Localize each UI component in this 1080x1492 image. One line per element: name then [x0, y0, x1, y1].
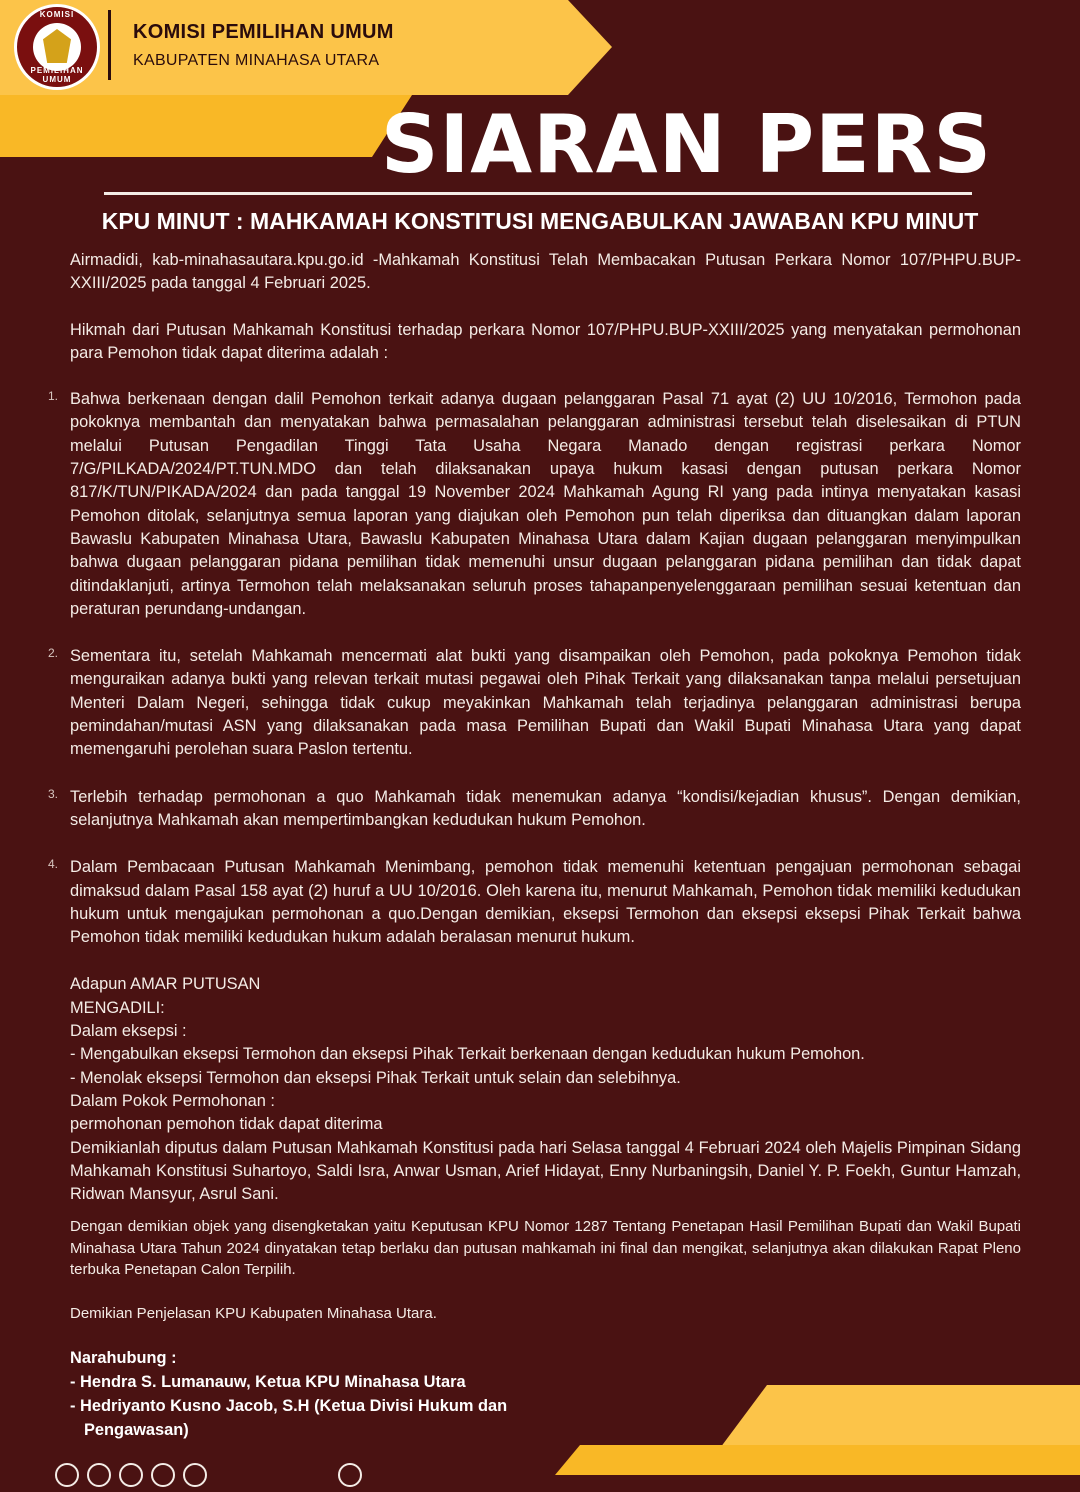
- tiktok-icon[interactable]: [183, 1463, 207, 1487]
- logo-text-top: KOMISI: [39, 10, 75, 19]
- list-text: Terlebih terhadap permohonan a quo Mahkamah tidak menemukan adanya “kondisi/kejadian khusus”. Dengan demikian, selanjutnya Mahkamah akan mempertimbangkan kedudukan hukum Pemohon.: [70, 787, 1021, 829]
- list-number: 1.: [48, 389, 59, 404]
- accent-band: [0, 95, 412, 157]
- facebook-icon[interactable]: [55, 1463, 79, 1487]
- hikmah-paragraph: Hikmah dari Putusan Mahkamah Konstitusi terhadap perkara Nomor 107/PHPU.BUP-XXIII/2025 yang menyatakan permohonan para Pemohon tidak dapat diterima adalah :: [70, 320, 1021, 362]
- page-title: SIARAN PERS: [380, 98, 992, 191]
- x-icon[interactable]: [151, 1463, 175, 1487]
- list-text: Dalam Pembacaan Putusan Mahkamah Menimbang, pemohon tidak memenuhi ketentuan pengajuan permohonan sebagai dimaksud dalam Pasal 158 ayat (2) huruf a UU 10/2016. Oleh karena itu, menurut Mahkamah, Pemohon tidak memiliki kedudukan hukum untuk mengajukan permohonan a quo.Dengan demikian, eksepsi Termohon dan eksepsi eksepsi Pihak Terkait bahwa Pemohon tidak memiliki kedudukan hukum adalah beralasan menurut hukum.: [70, 858, 1021, 947]
- amar-line: Dalam eksepsi :: [70, 1022, 187, 1041]
- press-release-body: [48, 249, 1021, 1442]
- title-divider: [104, 192, 972, 195]
- list-item: [48, 786, 1021, 833]
- contact-person-continued: Pengawasan): [84, 1421, 189, 1440]
- youtube-icon[interactable]: [119, 1463, 143, 1487]
- kpu-logo: [14, 4, 100, 90]
- contact-heading: Narahubung :: [70, 1349, 177, 1368]
- org-name: KOMISI PEMILIHAN UMUM: [133, 21, 394, 43]
- list-item: [48, 856, 1021, 949]
- objek-paragraph: Dengan demikian objek yang disengketakan yaitu Keputusan KPU Nomor 1287 Tentang Penetapan Hasil Pemilihan Bupati dan Wakil Bupati Minahasa Utara Tahun 2024 dinyatakan tetap berlaku dan putusan mahkamah ini final dan mengikat, selanjutnya akan dilakukan Rapat Pleno terbuka Penetapan Calon Terpilih.: [70, 1218, 1021, 1279]
- amar-putusan: [70, 973, 1021, 1206]
- amar-line: MENGADILI:: [70, 998, 165, 1017]
- instagram-icon[interactable]: [87, 1463, 111, 1487]
- intro-paragraph: Airmadidi, kab-minahasautara.kpu.go.id -Mahkamah Konstitusi Telah Membacakan Putusan Perkara Nomor 107/PHPU.BUP-XXIII/2025 pada tanggal 4 Februari 2025.: [70, 251, 1021, 293]
- list-text: Bahwa berkenaan dengan dalil Pemohon terkait adanya dugaan pelanggaran Pasal 71 ayat (2) UU 10/2016, Termohon pada pokoknya membantah dan menyatakan bahwa permasalahan pelanggaran administrasi tersebut telah diselesaikan di PTUN melalui Putusan Pengadilan Tinggi Tata Usaha Negara Manado dengan registrasi perkara Nomor 7/G/PILKADA/2024/PT.TUN.MDO dan telah dilaksanakan upaya hukum kasasi dengan putusan perkara Nomor 817/K/TUN/PIKADA/2024 dan pada tanggal 19 November 2024 Mahkamah Agung RI yang pada intinya menyatakan kasasi Pemohon ditolak, selanjutnya semua laporan yang diajukan oleh Pemohon pun telah diperiksa dan dituangkan dalam laporan Bawaslu Kabupaten Minahasa Utara, Bawaslu Kabupaten Minahasa Utara dalam Kajian dugaan pelanggaran menyimpulkan bahwa dugaan pelanggaran pidana pemilihan tidak memenuhi unsur dugaan pelanggaran pidana pemilihan dan tidak dapat ditindaklanjuti, artinya Termohon telah melaksanakan seluruh proses tahapanpenyelenggaraan pemilihan sesuai ketentuan dan peraturan perundang-undangan.: [70, 390, 1021, 618]
- penjelasan-paragraph: Demikian Penjelasan KPU Kabupaten Minahasa Utara.: [70, 1304, 437, 1322]
- headline: KPU MINUT : MAHKAMAH KONSTITUSI MENGABULKAN JAWABAN KPU MINUT: [101, 208, 979, 234]
- contact-section: [70, 1346, 1021, 1442]
- amar-line: Adapun AMAR PUTUSAN: [70, 975, 261, 994]
- social-icons: [55, 1463, 215, 1479]
- list-number: 3.: [48, 786, 59, 801]
- list-number: 4.: [48, 857, 59, 872]
- list-item: [48, 645, 1021, 761]
- list-number: 2.: [48, 646, 59, 661]
- amar-line: - Mengabulkan eksepsi Termohon dan eksepsi Pihak Terkait berkenaan dengan kedudukan hukum Pemohon.: [70, 1045, 865, 1064]
- logo-text-bottom: PEMILIHAN UMUM: [30, 66, 84, 84]
- globe-icon[interactable]: [338, 1463, 362, 1487]
- list-text: Sementara itu, setelah Mahkamah mencermati alat bukti yang disampaikan oleh Pemohon, pada pokoknya Pemohon tidak menguraikan adanya bukti yang relevan terkait mutasi pegawai oleh Pihak Terkait yang dilaksanakan tanpa melalui persetujuan Menteri Dalam Negeri, sehingga tidak cukup meyakinkan Mahkamah telah terjadinya pelanggaran administrasi berupa pemindahan/mutasi ASN yang dilaksanakan pada masa Pemilihan Bupati dan Wakil Bupati Minahasa Utara yang dapat memengaruhi perolehan suara Paslon tertentu.: [70, 647, 1021, 759]
- contact-person: - Hendra S. Lumanauw, Ketua KPU Minahasa Utara: [70, 1373, 466, 1392]
- contact-person: - Hedriyanto Kusno Jacob, S.H (Ketua Divisi Hukum dan: [70, 1397, 508, 1416]
- org-region: KABUPATEN MINAHASA UTARA: [133, 52, 380, 69]
- points-list: [48, 388, 1021, 949]
- amar-line: Dalam Pokok Permohonan :: [70, 1091, 275, 1110]
- list-item: [48, 388, 1021, 621]
- amar-line: - Menolak eksepsi Termohon dan eksepsi Pihak Terkait untuk selain dan selebihnya.: [70, 1068, 681, 1087]
- header-divider: [108, 10, 111, 80]
- amar-line: permohonan pemohon tidak dapat diterima: [70, 1115, 383, 1134]
- footer-band-2: [555, 1445, 1080, 1475]
- amar-closing: Demikianlah diputus dalam Putusan Mahkamah Konstitusi pada hari Selasa tanggal 4 Februari 2024 oleh Majelis Pimpinan Sidang Mahkamah Konstitusi Suhartoyo, Saldi Isra, Anwar Usman, Arief Hidayat, Enny Nurbaningsih, Daniel Y. P. Foekh, Guntur Hamzah, Ridwan Mansyur, Asrul Sani.: [70, 1138, 1021, 1204]
